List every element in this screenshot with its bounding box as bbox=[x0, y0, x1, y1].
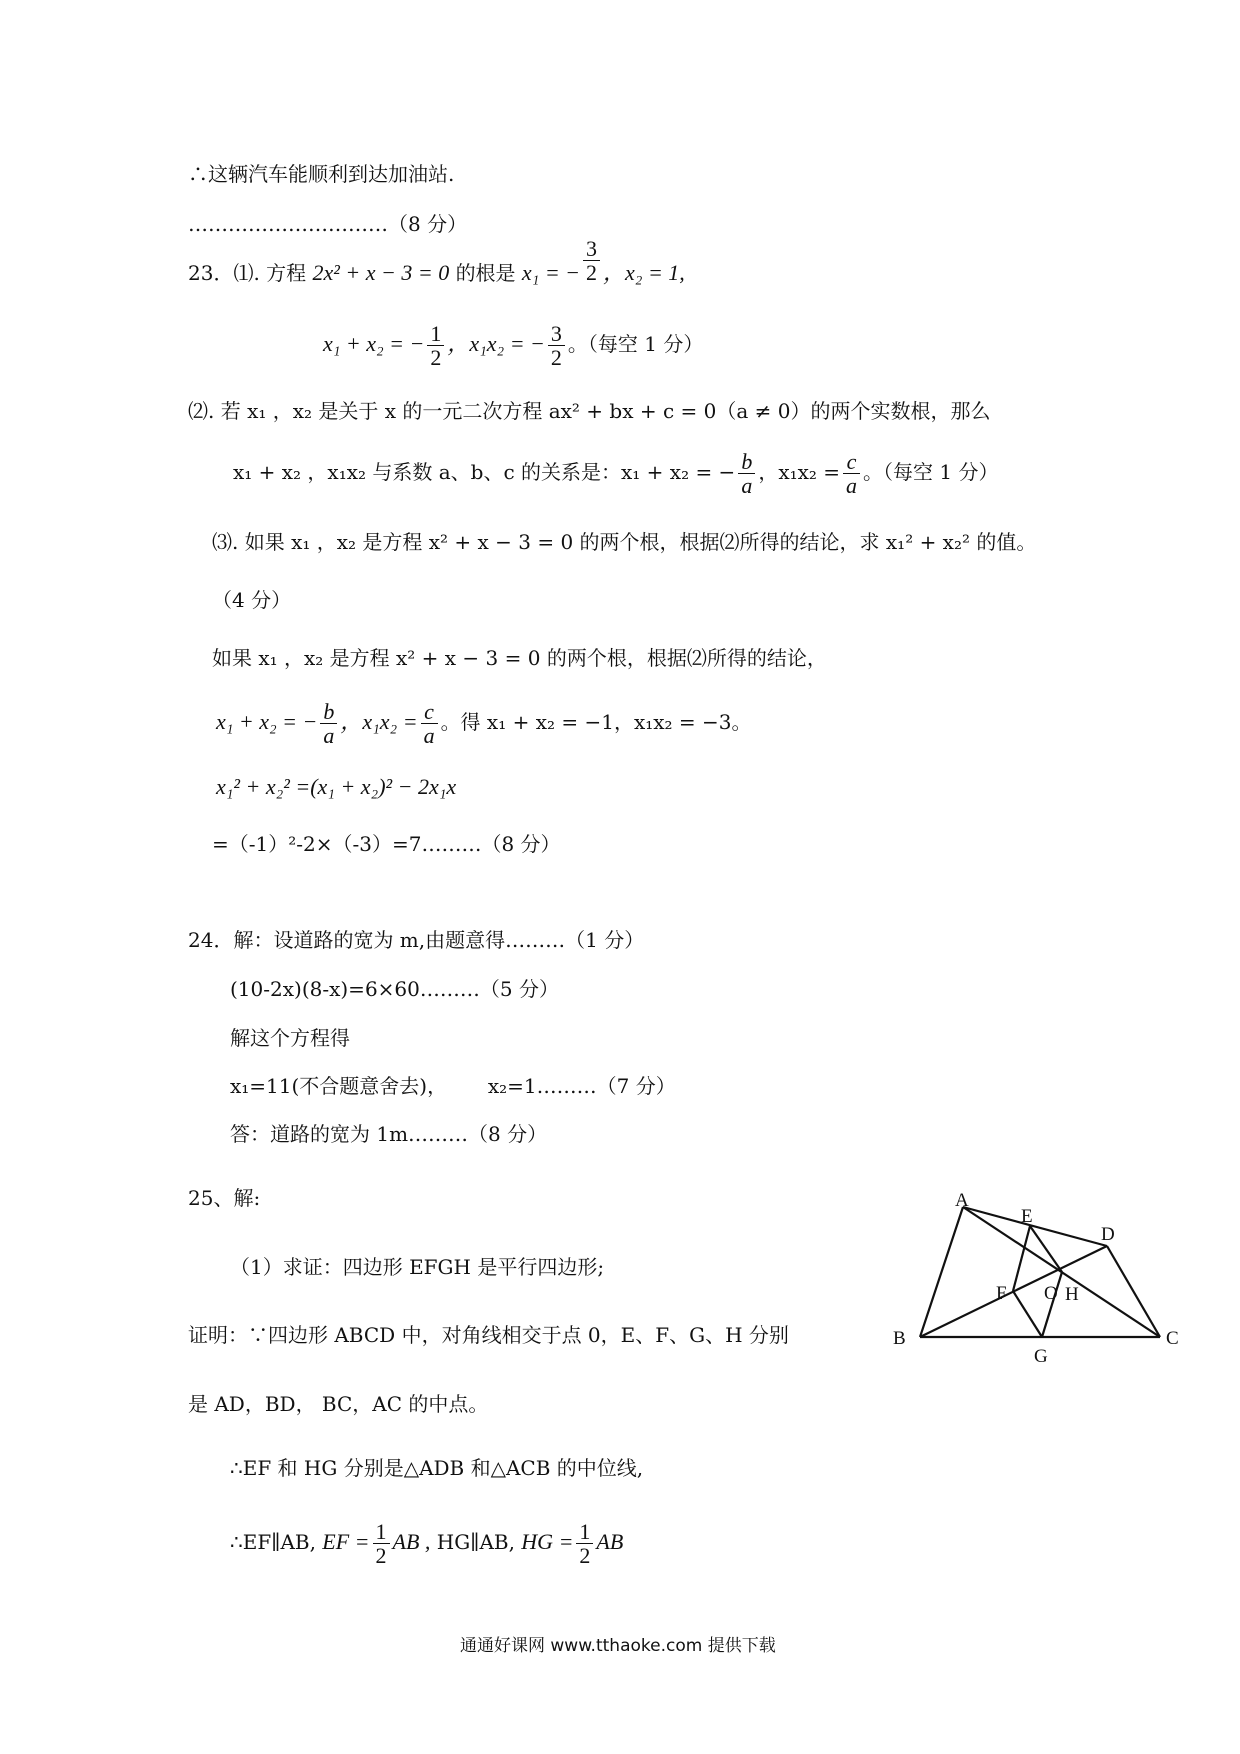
q25-ab-1: AB , bbox=[392, 1529, 431, 1555]
q23-ans-sum: x₁ + x₂ = − bbox=[216, 709, 318, 735]
q25-line2: （1）求证：四边形 EFGH 是平行四边形; bbox=[230, 1255, 605, 1279]
q23-part2-line: ⑵. 若 x₁ ，x₂ 是关于 x 的一元二次方程 ax² + bx + c = 0（a ≠ 0）的两个实数根，那么 bbox=[188, 399, 991, 423]
q23-answer-line4: =（-1）²-2×（-3）=7………（8 分） bbox=[212, 832, 561, 856]
segment-gh bbox=[1042, 1272, 1062, 1337]
q25-half-fraction-1: $\frac{1}{2}$ bbox=[373, 1520, 390, 1567]
q23-score1: 。（每空 1 分） bbox=[567, 332, 704, 357]
q23-roots-text: 的根是 bbox=[455, 261, 516, 285]
q23-equation: 2x² + x − 3 = 0 bbox=[312, 260, 450, 285]
q23-sum-fraction: $\frac{1}{2}$ bbox=[427, 322, 444, 369]
edge-cd bbox=[1107, 1246, 1160, 1337]
label-o: O bbox=[1044, 1283, 1058, 1304]
score-line-8 bbox=[188, 214, 467, 234]
q23-sum-product-line bbox=[323, 322, 703, 369]
label-b: B bbox=[893, 1328, 906, 1349]
q25-ef-eq: EF = bbox=[322, 1529, 370, 1555]
q23-ans-b-over-a: $\frac{b}{a}$ bbox=[320, 700, 337, 747]
q24-line3: 解这个方程得 bbox=[230, 1026, 350, 1050]
quadrilateral-figure bbox=[880, 1180, 1210, 1380]
q23-part2-score: 。（每空 1 分） bbox=[863, 460, 999, 485]
q23-part3-line: ⑶. 如果 x₁ ，x₂ 是方程 x² + x − 3 = 0 的两个根，根据⑵所得的结论，求 x₁² + x₂² 的值。 bbox=[212, 530, 1037, 554]
conclusion-line: ∴这辆汽车能顺利到达加油站. bbox=[188, 162, 455, 186]
q25-ab-2: AB bbox=[596, 1529, 624, 1555]
q24-x2: x₂=1………（7 分） bbox=[487, 1074, 676, 1098]
q23-x2: ，x₂ = 1, bbox=[603, 260, 685, 285]
q23-part2-relation-line bbox=[233, 450, 999, 497]
q24-line1: 24．解：设道路的宽为 m,由题意得………（1 分） bbox=[188, 928, 645, 952]
q23-answer-line1: 如果 x₁ ，x₂ 是方程 x² + x − 3 = 0 的两个根，根据⑵所得的结论， bbox=[212, 646, 827, 670]
edge-da bbox=[963, 1207, 1107, 1246]
label-a: A bbox=[955, 1190, 969, 1211]
edge-ab bbox=[920, 1207, 963, 1337]
q23-part1-line bbox=[188, 235, 685, 285]
q23-product-fraction: $\frac{3}{2}$ bbox=[548, 322, 565, 369]
q24-line5: 答：道路的宽为 1m………（8 分） bbox=[230, 1122, 548, 1146]
q23-ans-result: 。得 x₁ + x₂ = −1，x₁x₂ = −3。 bbox=[440, 710, 752, 735]
q23-x1: x₁ = − bbox=[521, 260, 581, 285]
q23-part3-score: （4 分） bbox=[212, 588, 292, 612]
q25-line3: 证明：∵四边形 ABCD 中，对角线相交于点 0，E、F、G、H 分别 bbox=[188, 1323, 789, 1347]
q23-relation-product: ，x₁x₂ = bbox=[758, 460, 841, 485]
q24-line2: (10-2x)(8-x)=6×60………（5 分） bbox=[230, 977, 559, 1001]
q23-product: ，x₁x₂ = − bbox=[447, 331, 545, 357]
segment-fg bbox=[1013, 1291, 1042, 1337]
q25-line6 bbox=[230, 1520, 623, 1567]
q23-answer-line2 bbox=[216, 700, 752, 747]
label-e: E bbox=[1021, 1206, 1033, 1227]
label-d: D bbox=[1101, 1224, 1115, 1245]
q24-x1: x₁=11(不合题意舍去)， bbox=[230, 1074, 448, 1098]
q23-ans-product: ，x₁x₂ = bbox=[340, 709, 418, 735]
q23-relation-text: x₁ + x₂ ，x₁x₂ 与系数 a、b、c 的关系是：x₁ + x₂ = − bbox=[233, 460, 736, 485]
q25-ef-parallel: ∴EF∥AB, bbox=[230, 1530, 316, 1555]
segment-ef bbox=[1013, 1226, 1030, 1291]
score-label: （8 分） bbox=[388, 212, 468, 236]
q24-line4 bbox=[230, 1076, 676, 1096]
q23-sum: x₁ + x₂ = − bbox=[323, 331, 425, 357]
q23-c-over-a: $\frac{c}{a}$ bbox=[843, 450, 860, 497]
q25-line1: 25、解: bbox=[188, 1186, 261, 1210]
q23-answer-line3: x₁² + x₂² =(x₁ + x₂)² − 2x₁x bbox=[216, 774, 457, 799]
q25-line4: 是 AD，BD， BC，AC 的中点。 bbox=[188, 1392, 489, 1416]
label-g: G bbox=[1034, 1346, 1048, 1367]
q23-x1-fraction: $\frac{3}{2}$ bbox=[583, 237, 600, 284]
label-h: H bbox=[1065, 1284, 1079, 1305]
label-c: C bbox=[1166, 1328, 1179, 1349]
page-footer: 通通好课网 www.tthaoke.com 提供下载 bbox=[460, 1636, 776, 1656]
q25-line5: ∴EF 和 HG 分别是△ADB 和△ACB 的中位线, bbox=[230, 1456, 644, 1480]
q25-half-fraction-2: $\frac{1}{2}$ bbox=[576, 1520, 593, 1567]
q23-ans-c-over-a: $\frac{c}{a}$ bbox=[421, 700, 438, 747]
q23-label: 23．⑴. 方程 bbox=[188, 261, 307, 285]
dot-leader: ………………………… bbox=[188, 212, 388, 236]
label-f: F bbox=[996, 1283, 1007, 1304]
q25-hg-eq: HG = bbox=[521, 1529, 574, 1555]
q25-hg-parallel: HG∥AB, bbox=[436, 1530, 515, 1555]
q23-b-over-a: $\frac{b}{a}$ bbox=[738, 450, 755, 497]
